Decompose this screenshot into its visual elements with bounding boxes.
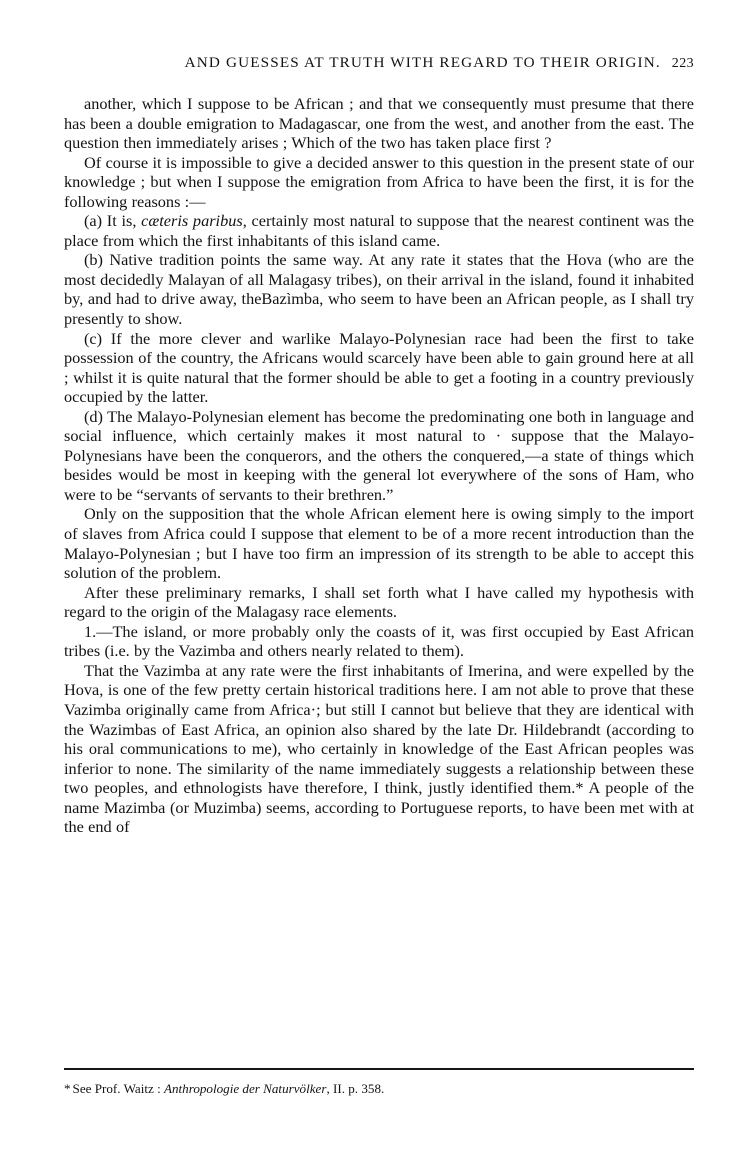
paragraph-after: After these preliminary remarks, I shall set forth what I have called my hypothesis with regard to the origin of the Malagasy race elements.: [64, 582, 694, 622]
footnote-area: [64, 1068, 694, 1097]
paragraph-b: (b) Native tradition points the same way. At any rate it states that the Hova (who are the most decidedly Malayan of all Malagasy tribes), on their arrival in the island, found it inhabited by, and had to drive away, theВаzìmba, who seem to have been an African people, as I shall try presently to show.: [64, 250, 694, 329]
footnote-separator-rule: [64, 1068, 694, 1070]
paragraph-another: another, which I suppose to be African ; and that we consequently must presume that there has been a double emigration to Madagascar, one from the west, and another from the east. The question then immediately arises ; Which of the two has taken place first ?: [64, 94, 694, 153]
body-text: [64, 94, 694, 837]
footnote-pre: See Prof. Waitz :: [72, 1081, 164, 1096]
paragraph-a: [64, 211, 694, 250]
page-number: 223: [671, 56, 694, 71]
paragraph-c: (c) If the more clever and warlike Malayo-Polynesian race had been the first to take possession of the country, the Africans would scarcely have been able to gain ground here at all ; whilst it is quite natural that the former should be able to get a footing in a country previously occupied by the latter.: [64, 328, 694, 407]
page-content: [64, 0, 694, 837]
paragraph-only: Only on the supposition that the whole African element here is owing simply to the import of slaves from Africa could I suppose that element to be of a more recent introduction than the Malayo-Polynesian ; but I have too firm an impression of its strength to be able to accept this solution of the problem.: [64, 504, 694, 583]
paragraph-a-post: , certainly most natural to suppose that the nearest continent was the place from which the first inhabitants of this island came.: [64, 211, 694, 250]
paragraph-a-pre: (a) It is,: [84, 211, 142, 231]
paragraph-d: (d) The Malayo-Polynesian element has become the predominating one both in language and social influence, which certainly makes it most natural to · suppose that the Malayo-Polynesians have been the conquerors, and the others the conquered,—a state of things which besides would be most in keeping with the general lot everywhere of the sons of Ham, who were to be “servants of servants to their brethren.”: [64, 406, 694, 504]
paragraph-numbered-1: 1.—The island, or more probably only the coasts of it, was first occupied by East African tribes (i.e. by the Vazimba and others nearly related to them).: [64, 621, 694, 661]
paragraph-that-the-vazimba: That the Vazimba at any rate were the first inhabitants of Imerina, and were expelled by the Hova, is one of the few pretty certain historical traditions here. I am not able to prove that these Vazimba originally came from Africa·; but still I cannot but believe that they are identical with the Wazimbas of East Africa, an opinion also shared by the late Dr. Hildebrandt (according to his oral communications to me), who certainly in knowledge of the East African peoples was inferior to none. The similarity of the name immediately suggests a relationship between these two peoples, and ethnologists have therefore, I think, justly identified them.* A people of the name Mazimba (or Muzimba) seems, according to Portuguese reports, to have been met with at the end of: [64, 660, 694, 837]
paragraph-a-latin-phrase: cæteris paribus: [141, 211, 243, 231]
footnote-marker: *: [64, 1081, 71, 1096]
footnote-work-title: Anthropologie der Naturvölker: [163, 1081, 327, 1096]
running-head-title: AND GUESSES AT TRUTH WITH REGARD TO THEIR ORIGIN.: [184, 54, 661, 71]
footnote: [64, 1081, 694, 1097]
paragraph-of-course: Of course it is impossible to give a decided answer to this question in the present state of our knowledge ; but when I suppose the emigration from Africa to have been the first, it is for the following reasons :—: [64, 152, 694, 211]
running-head: [64, 54, 694, 84]
footnote-post: , II. p. 358.: [326, 1081, 385, 1096]
